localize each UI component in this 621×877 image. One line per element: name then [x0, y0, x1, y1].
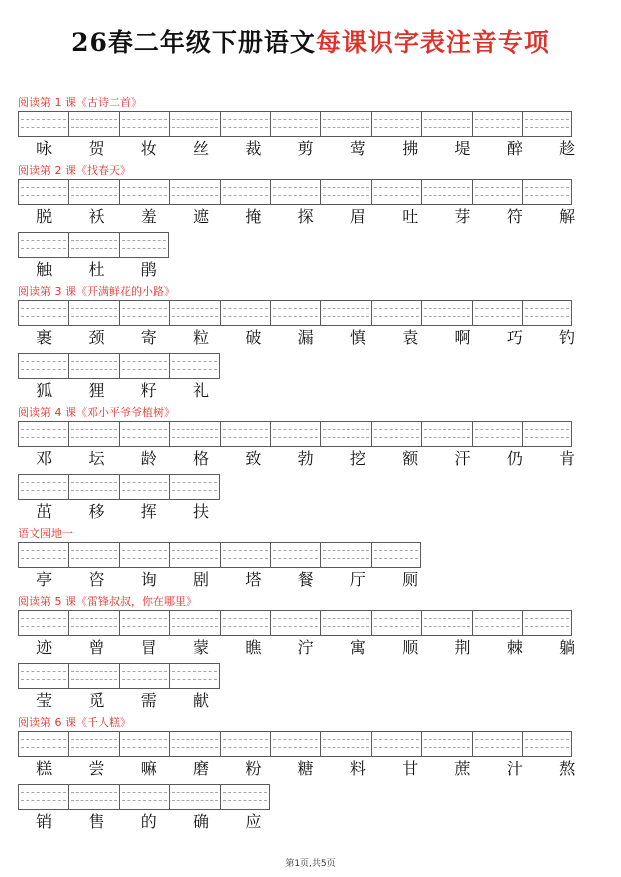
character-row: [18, 691, 227, 711]
hanzi-character: 解: [559, 207, 576, 226]
pinyin-box[interactable]: [18, 542, 68, 568]
pinyin-box[interactable]: [119, 542, 169, 568]
pinyin-box[interactable]: [371, 542, 421, 568]
hanzi-character: 贺: [88, 139, 105, 158]
hanzi-character: 羞: [140, 207, 157, 226]
pinyin-box[interactable]: [371, 300, 421, 326]
pinyin-box[interactable]: [472, 179, 522, 205]
pinyin-box[interactable]: [220, 421, 270, 447]
character-row: [18, 260, 175, 280]
hanzi-character: 荆: [454, 638, 471, 657]
character-row: [18, 812, 279, 832]
pinyin-box[interactable]: [18, 610, 68, 636]
hanzi-character: 咏: [36, 139, 53, 158]
pinyin-box[interactable]: [169, 111, 219, 137]
pinyin-box[interactable]: [220, 111, 270, 137]
hanzi-character: 应: [245, 812, 262, 831]
pinyin-grid-row: [18, 421, 572, 447]
character-row: [18, 570, 436, 590]
hanzi-character: 尝: [88, 759, 105, 778]
pinyin-box[interactable]: [68, 610, 118, 636]
lesson-title: 阅读第 5 课《雷锋叔叔，你在哪里》: [18, 595, 197, 608]
pinyin-box[interactable]: [270, 111, 320, 137]
pinyin-box[interactable]: [169, 474, 219, 500]
pinyin-box[interactable]: [119, 300, 169, 326]
hanzi-character: 糖: [297, 759, 314, 778]
pinyin-box[interactable]: [472, 731, 522, 757]
pinyin-box[interactable]: [18, 300, 68, 326]
lesson-title: 语文园地一: [18, 527, 73, 540]
hanzi-character: 颈: [88, 328, 105, 347]
hanzi-character: 裁: [245, 139, 262, 158]
pinyin-box[interactable]: [421, 421, 471, 447]
pinyin-box[interactable]: [522, 111, 572, 137]
pinyin-grid-row: [18, 474, 220, 500]
hanzi-character: 掩: [245, 207, 262, 226]
pinyin-box[interactable]: [169, 421, 219, 447]
lesson-title: 阅读第 3 课《开满鲜花的小路》: [18, 285, 175, 298]
hanzi-character: 啊: [454, 328, 471, 347]
hanzi-character: 破: [245, 328, 262, 347]
hanzi-character: 符: [506, 207, 523, 226]
pinyin-box[interactable]: [68, 421, 118, 447]
pinyin-box[interactable]: [119, 731, 169, 757]
pinyin-grid-row: [18, 784, 270, 810]
pinyin-box[interactable]: [18, 663, 68, 689]
lesson-title: 阅读第 4 课《邓小平爷爷植树》: [18, 406, 175, 419]
pinyin-box[interactable]: [169, 353, 219, 379]
hanzi-character: 料: [349, 759, 366, 778]
hanzi-character: 趁: [559, 139, 576, 158]
character-row: [18, 502, 227, 522]
page-title-topic: 每课识字表注音专项: [315, 28, 550, 57]
pinyin-box[interactable]: [472, 300, 522, 326]
hanzi-character: 探: [297, 207, 314, 226]
pinyin-box[interactable]: [18, 784, 68, 810]
hanzi-character: 醉: [506, 139, 523, 158]
hanzi-character: 塔: [245, 570, 262, 589]
pinyin-box[interactable]: [18, 421, 68, 447]
pinyin-box[interactable]: [320, 542, 370, 568]
pinyin-box[interactable]: [522, 300, 572, 326]
hanzi-character: 致: [245, 449, 262, 468]
hanzi-character: 移: [88, 502, 105, 521]
hanzi-character: 扶: [193, 502, 210, 521]
lesson-title: 阅读第 6 课《千人糕》: [18, 716, 131, 729]
hanzi-character: 确: [193, 812, 210, 831]
hanzi-character: 堤: [454, 139, 471, 158]
hanzi-character: 礼: [193, 381, 210, 400]
pinyin-box[interactable]: [119, 353, 169, 379]
hanzi-character: 拂: [402, 139, 419, 158]
hanzi-character: 吐: [402, 207, 419, 226]
pinyin-box[interactable]: [522, 731, 572, 757]
pinyin-box[interactable]: [119, 421, 169, 447]
character-row: [18, 328, 593, 348]
pinyin-box[interactable]: [320, 731, 370, 757]
hanzi-character: 挥: [140, 502, 157, 521]
hanzi-character: 莹: [36, 691, 53, 710]
hanzi-character: 额: [402, 449, 419, 468]
hanzi-character: 熬: [559, 759, 576, 778]
hanzi-character: 售: [88, 812, 105, 831]
pinyin-box[interactable]: [18, 731, 68, 757]
hanzi-character: 狐: [36, 381, 53, 400]
pinyin-box[interactable]: [169, 300, 219, 326]
pinyin-box[interactable]: [220, 300, 270, 326]
pinyin-box[interactable]: [68, 179, 118, 205]
page-title-grade: 26春二年级下册语文: [71, 28, 316, 57]
pinyin-box[interactable]: [169, 542, 219, 568]
hanzi-character: 寄: [140, 328, 157, 347]
pinyin-box[interactable]: [68, 474, 118, 500]
character-row: [18, 449, 593, 469]
pinyin-box[interactable]: [270, 179, 320, 205]
hanzi-character: 邓: [36, 449, 53, 468]
hanzi-character: 巧: [506, 328, 523, 347]
hanzi-character: 粉: [245, 759, 262, 778]
pinyin-box[interactable]: [68, 784, 118, 810]
hanzi-character: 慎: [349, 328, 366, 347]
character-row: [18, 207, 593, 227]
hanzi-character: 坛: [88, 449, 105, 468]
hanzi-character: 献: [193, 691, 210, 710]
pinyin-grid-row: [18, 542, 421, 568]
hanzi-character: 丝: [193, 139, 210, 158]
hanzi-character: 籽: [140, 381, 157, 400]
pinyin-box[interactable]: [371, 610, 421, 636]
hanzi-character: 芽: [454, 207, 471, 226]
pinyin-box[interactable]: [472, 111, 522, 137]
hanzi-character: 冒: [140, 638, 157, 657]
pinyin-box[interactable]: [270, 300, 320, 326]
pinyin-box[interactable]: [472, 610, 522, 636]
hanzi-character: 漏: [297, 328, 314, 347]
hanzi-character: 磨: [193, 759, 210, 778]
pinyin-grid-row: [18, 300, 572, 326]
pinyin-grid-row: [18, 663, 220, 689]
pinyin-box[interactable]: [169, 610, 219, 636]
hanzi-character: 鹃: [140, 260, 157, 279]
hanzi-character: 顺: [402, 638, 419, 657]
pinyin-box[interactable]: [371, 111, 421, 137]
pinyin-box[interactable]: [119, 663, 169, 689]
pinyin-box[interactable]: [68, 353, 118, 379]
pinyin-box[interactable]: [119, 474, 169, 500]
pinyin-box[interactable]: [68, 731, 118, 757]
pinyin-box[interactable]: [522, 179, 572, 205]
hanzi-character: 迹: [36, 638, 53, 657]
pinyin-box[interactable]: [119, 179, 169, 205]
hanzi-character: 茁: [36, 502, 53, 521]
hanzi-character: 嘛: [140, 759, 157, 778]
character-row: [18, 759, 593, 779]
hanzi-character: 狸: [88, 381, 105, 400]
pinyin-box[interactable]: [18, 179, 68, 205]
hanzi-character: 咨: [88, 570, 105, 589]
hanzi-character: 剧: [193, 570, 210, 589]
hanzi-character: 汗: [454, 449, 471, 468]
pinyin-box[interactable]: [68, 663, 118, 689]
hanzi-character: 泞: [297, 638, 314, 657]
pinyin-box[interactable]: [270, 731, 320, 757]
pinyin-box[interactable]: [371, 421, 421, 447]
pinyin-box[interactable]: [220, 731, 270, 757]
pinyin-box[interactable]: [119, 232, 169, 258]
hanzi-character: 蔗: [454, 759, 471, 778]
hanzi-character: 龄: [140, 449, 157, 468]
hanzi-character: 汁: [506, 759, 523, 778]
hanzi-character: 粒: [193, 328, 210, 347]
pinyin-box[interactable]: [421, 610, 471, 636]
pinyin-box[interactable]: [522, 610, 572, 636]
hanzi-character: 餐: [297, 570, 314, 589]
pinyin-box[interactable]: [320, 300, 370, 326]
pinyin-box[interactable]: [68, 542, 118, 568]
pinyin-box[interactable]: [270, 610, 320, 636]
character-row: [18, 381, 227, 401]
pinyin-box[interactable]: [472, 421, 522, 447]
pinyin-grid-row: [18, 353, 220, 379]
hanzi-character: 挖: [349, 449, 366, 468]
pinyin-box[interactable]: [320, 421, 370, 447]
hanzi-character: 觅: [88, 691, 105, 710]
hanzi-character: 眉: [349, 207, 366, 226]
pinyin-box[interactable]: [421, 111, 471, 137]
page-title: [0, 26, 621, 60]
hanzi-character: 厕: [402, 570, 419, 589]
pinyin-grid-row: [18, 610, 572, 636]
hanzi-character: 厅: [349, 570, 366, 589]
pinyin-box[interactable]: [119, 610, 169, 636]
pinyin-box[interactable]: [421, 731, 471, 757]
hanzi-character: 遮: [193, 207, 210, 226]
pinyin-box[interactable]: [18, 353, 68, 379]
pinyin-box[interactable]: [320, 179, 370, 205]
hanzi-character: 销: [36, 812, 53, 831]
character-row: [18, 638, 593, 658]
hanzi-character: 妆: [140, 139, 157, 158]
pinyin-box[interactable]: [169, 179, 219, 205]
pinyin-box[interactable]: [169, 663, 219, 689]
hanzi-character: 触: [36, 260, 53, 279]
pinyin-box[interactable]: [169, 784, 219, 810]
hanzi-character: 肯: [559, 449, 576, 468]
pinyin-box[interactable]: [421, 179, 471, 205]
pinyin-box[interactable]: [220, 179, 270, 205]
hanzi-character: 需: [140, 691, 157, 710]
hanzi-character: 甘: [402, 759, 419, 778]
pinyin-box[interactable]: [320, 111, 370, 137]
pinyin-box[interactable]: [220, 784, 270, 810]
hanzi-character: 的: [140, 812, 157, 831]
hanzi-character: 袁: [402, 328, 419, 347]
hanzi-character: 剪: [297, 139, 314, 158]
hanzi-character: 脱: [36, 207, 53, 226]
hanzi-character: 仍: [506, 449, 523, 468]
hanzi-character: 杜: [88, 260, 105, 279]
pinyin-box[interactable]: [68, 111, 118, 137]
hanzi-character: 格: [193, 449, 210, 468]
pinyin-box[interactable]: [119, 111, 169, 137]
pinyin-box[interactable]: [220, 610, 270, 636]
pinyin-box[interactable]: [119, 784, 169, 810]
pinyin-grid-row: [18, 111, 572, 137]
pinyin-box[interactable]: [18, 474, 68, 500]
hanzi-character: 袄: [88, 207, 105, 226]
hanzi-character: 寓: [349, 638, 366, 657]
character-row: [18, 139, 593, 159]
hanzi-character: 勃: [297, 449, 314, 468]
pinyin-box[interactable]: [18, 232, 68, 258]
pinyin-grid-row: [18, 731, 572, 757]
pinyin-box[interactable]: [68, 300, 118, 326]
pinyin-grid-row: [18, 232, 169, 258]
pinyin-box[interactable]: [320, 610, 370, 636]
hanzi-character: 亭: [36, 570, 53, 589]
hanzi-character: 钓: [559, 328, 576, 347]
hanzi-character: 莺: [349, 139, 366, 158]
hanzi-character: 询: [140, 570, 157, 589]
pinyin-box[interactable]: [421, 300, 471, 326]
hanzi-character: 蒙: [193, 638, 210, 657]
pinyin-box[interactable]: [169, 731, 219, 757]
hanzi-character: 糕: [36, 759, 53, 778]
pinyin-box[interactable]: [68, 232, 118, 258]
hanzi-character: 瞧: [245, 638, 262, 657]
pinyin-box[interactable]: [270, 542, 320, 568]
pinyin-box[interactable]: [371, 731, 421, 757]
pinyin-box[interactable]: [522, 421, 572, 447]
pinyin-box[interactable]: [18, 111, 68, 137]
lesson-title: 阅读第 1 课《古诗二首》: [18, 96, 142, 109]
pinyin-box[interactable]: [220, 542, 270, 568]
pinyin-grid-row: [18, 179, 572, 205]
hanzi-character: 棘: [506, 638, 523, 657]
hanzi-character: 躺: [559, 638, 576, 657]
page-footer: 第1页,共5页: [285, 859, 336, 869]
pinyin-box[interactable]: [270, 421, 320, 447]
hanzi-character: 裹: [36, 328, 53, 347]
lesson-title: 阅读第 2 课《找春天》: [18, 164, 131, 177]
pinyin-box[interactable]: [371, 179, 421, 205]
hanzi-character: 曾: [88, 638, 105, 657]
